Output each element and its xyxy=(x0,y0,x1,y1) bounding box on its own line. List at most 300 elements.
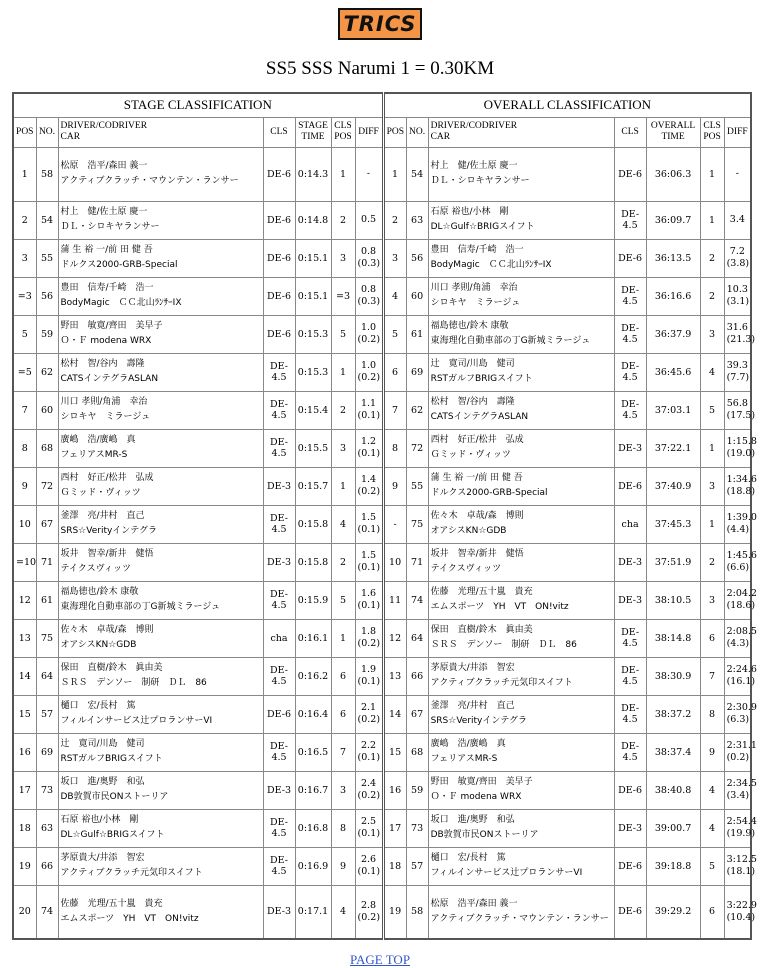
stage-clspos-cell: 4 xyxy=(331,505,355,543)
overall-cls-cell: DE-4.5 xyxy=(614,201,646,239)
clspos-header-line1: CLS xyxy=(703,121,721,131)
car-name: SRS☆Verityインテグラ xyxy=(60,526,157,536)
overall-diff-cell xyxy=(724,147,751,201)
diff-value: 1.8 xyxy=(360,626,377,637)
diff-value: - xyxy=(735,168,739,179)
stage-diff-cell xyxy=(355,809,383,847)
stage-driver-cell xyxy=(58,505,263,543)
stage-driver-cell xyxy=(58,771,263,809)
stage-diff-cell xyxy=(355,657,383,695)
stage-time-cell: 0:16.1 xyxy=(295,619,331,657)
stage-time-cell: 0:16.7 xyxy=(295,771,331,809)
driver-name: 廣嶋 浩/廣嶋 真 xyxy=(60,435,136,445)
stage-no-cell: 64 xyxy=(36,657,58,695)
overall-cls-cell: DE-3 xyxy=(614,543,646,581)
car-name: フィルインサービス辻プロランサーVI xyxy=(430,868,583,878)
diff-value: 1.5 xyxy=(360,512,377,523)
car-name: アクティブクラッチ・マウンテン・ランサー xyxy=(430,913,609,924)
overall-time-cell: 37:22.1 xyxy=(646,429,700,467)
diff-prev-value: (18.6) xyxy=(726,600,756,611)
overall-no-cell: 68 xyxy=(406,733,428,771)
diff-value: - xyxy=(366,168,371,179)
stage-pos-cell: 13 xyxy=(13,619,36,657)
overall-no-cell: 54 xyxy=(406,147,428,201)
diff-prev-value: (21.3) xyxy=(726,334,756,345)
stage-cls-cell: DE-6 xyxy=(263,147,295,201)
stage-driver-cell xyxy=(58,847,263,885)
overall-time-cell: 38:10.5 xyxy=(646,581,700,619)
driver-header-line1: DRIVER/CODRIVER xyxy=(60,121,148,131)
stage-time-cell: 0:16.4 xyxy=(295,695,331,733)
overall-cls-cell: DE-6 xyxy=(614,239,646,277)
diff-value: 56.8 xyxy=(726,398,748,409)
driver-name: 佐藤 光理/五十嵐 貴充 xyxy=(430,587,533,597)
stage-time-cell: 0:15.3 xyxy=(295,353,331,391)
overall-driver-cell xyxy=(428,147,614,201)
stage-no-cell: 69 xyxy=(36,733,58,771)
stage-no-cell: 59 xyxy=(36,315,58,353)
clspos-header-line1: CLS xyxy=(334,121,352,131)
driver-name: 野田 敏寛/齊田 美早子 xyxy=(60,321,163,331)
table-row xyxy=(13,201,751,239)
stage-pos-cell: 7 xyxy=(13,391,36,429)
stage-diff-cell xyxy=(355,147,383,201)
stage-time-cell: 0:15.3 xyxy=(295,315,331,353)
stage-time-cell: 0:16.5 xyxy=(295,733,331,771)
diff-prev-value: (0.1) xyxy=(357,676,381,687)
driver-header-line2: CAR xyxy=(430,132,451,142)
stage-clspos-cell: 1 xyxy=(331,467,355,505)
stage-time-header-line1: STAGE xyxy=(298,121,328,131)
stage-clspos-cell: 4 xyxy=(331,885,355,939)
diff-prev-value: (19.0) xyxy=(726,448,756,459)
car-name: Ｏ・Ｆ modena WRX xyxy=(430,792,522,802)
overall-clspos-cell: 2 xyxy=(700,543,724,581)
stage-driver-cell xyxy=(58,695,263,733)
stage-cls-cell: DE-4.5 xyxy=(263,733,295,771)
overall-driver-cell xyxy=(428,391,614,429)
diff-value: 0.8 xyxy=(360,246,377,257)
page-top-link[interactable]: PAGE TOP xyxy=(349,952,411,967)
overall-no-cell: 73 xyxy=(406,809,428,847)
stage-diff-cell xyxy=(355,467,383,505)
overall-driver-cell xyxy=(428,657,614,695)
stage-clspos-cell: 6 xyxy=(331,657,355,695)
stage-clspos-cell: 1 xyxy=(331,353,355,391)
diff-value: 2.5 xyxy=(360,816,377,827)
diff-value: 1.4 xyxy=(360,474,377,485)
overall-driver-cell xyxy=(428,771,614,809)
diff-prev-value: (0.2) xyxy=(357,638,381,649)
stage-cls-cell: DE-6 xyxy=(263,239,295,277)
stage-clspos-cell: 6 xyxy=(331,695,355,733)
overall-driver-cell xyxy=(428,733,614,771)
stage-diff-cell xyxy=(355,619,383,657)
stage-cls-cell: DE-4.5 xyxy=(263,429,295,467)
diff-prev-value: (0.2) xyxy=(357,714,381,725)
driver-name: 松村 智/谷内 壽隆 xyxy=(430,397,515,407)
car-name: テイクスヴィッツ xyxy=(430,564,502,574)
diff-prev-value: (0.1) xyxy=(357,752,381,763)
stage-clspos-header xyxy=(331,117,355,147)
driver-name: 坂井 智幸/新井 健悟 xyxy=(430,549,524,559)
stage-driver-cell xyxy=(58,429,263,467)
overall-no-cell: 55 xyxy=(406,467,428,505)
car-name: アクティブクラッチ元気印スイフト xyxy=(430,678,573,688)
overall-clspos-cell: 7 xyxy=(700,657,724,695)
overall-clspos-cell: 4 xyxy=(700,771,724,809)
table-row xyxy=(13,771,751,809)
diff-prev-value: (7.7) xyxy=(726,372,750,383)
overall-no-cell: 69 xyxy=(406,353,428,391)
overall-time-cell: 38:40.8 xyxy=(646,771,700,809)
overall-cls-cell: cha xyxy=(614,505,646,543)
stage-no-cell: 66 xyxy=(36,847,58,885)
overall-clspos-cell: 1 xyxy=(700,147,724,201)
car-name: CATSインテグラASLAN xyxy=(60,374,159,384)
diff-prev-value: (17.5) xyxy=(726,410,756,421)
overall-cls-cell: DE-3 xyxy=(614,429,646,467)
diff-prev-value: (0.1) xyxy=(357,410,381,421)
stage-driver-cell xyxy=(58,809,263,847)
overall-driver-header xyxy=(428,117,614,147)
stage-no-cell: 62 xyxy=(36,353,58,391)
car-name: テイクスヴィッツ xyxy=(60,564,132,574)
stage-clspos-cell: 3 xyxy=(331,239,355,277)
overall-driver-cell xyxy=(428,429,614,467)
stage-time-cell: 0:16.2 xyxy=(295,657,331,695)
diff-value: 3:22.9 xyxy=(726,899,757,911)
overall-time-cell: 37:40.9 xyxy=(646,467,700,505)
diff-prev-value: (0.3) xyxy=(357,296,381,307)
car-name: SRS☆Verityインテグラ xyxy=(430,716,528,726)
stage-diff-cell xyxy=(355,429,383,467)
car-name: DB敦賀市民ONストーリア xyxy=(60,792,169,802)
overall-time-cell: 37:51.9 xyxy=(646,543,700,581)
stage-time-cell: 0:15.9 xyxy=(295,581,331,619)
overall-clspos-cell: 2 xyxy=(700,239,724,277)
overall-driver-cell xyxy=(428,581,614,619)
stage-pos-cell: 16 xyxy=(13,733,36,771)
trics-logo xyxy=(338,8,422,40)
results-table xyxy=(12,92,757,940)
table-row xyxy=(13,543,751,581)
car-name: アクティブクラッチ元気印スイフト xyxy=(60,868,203,878)
car-name: BodyMagic ＣＣ北山ﾗﾝｻｰIX xyxy=(60,298,182,308)
overall-diff-cell xyxy=(724,505,757,543)
car-name: フィルインサービス辻プロランサーVI xyxy=(60,716,213,726)
overall-time-cell: 36:09.7 xyxy=(646,201,700,239)
driver-name: 川口 孝則/角浦 幸治 xyxy=(430,283,518,293)
diff-prev-value: (16.1) xyxy=(726,676,756,687)
stage-cls-cell: DE-4.5 xyxy=(263,353,295,391)
stage-cls-cell: DE-4.5 xyxy=(263,809,295,847)
stage-no-cell: 75 xyxy=(36,619,58,657)
stage-driver-cell xyxy=(58,353,263,391)
stage-driver-cell xyxy=(58,733,263,771)
overall-clspos-cell: 4 xyxy=(700,809,724,847)
stage-pos-cell: 17 xyxy=(13,771,36,809)
car-name: DL☆Gulf☆BRIGスイフト xyxy=(60,830,165,840)
stage-time-cell: 0:15.1 xyxy=(295,239,331,277)
diff-prev-value: (3.8) xyxy=(726,258,750,269)
car-name: シロキヤ ミラージュ xyxy=(430,298,521,308)
overall-clspos-cell: 6 xyxy=(700,619,724,657)
stage-driver-cell xyxy=(58,467,263,505)
overall-pos-cell: 4 xyxy=(383,277,406,315)
stage-driver-cell xyxy=(58,239,263,277)
stage-clspos-cell: 9 xyxy=(331,847,355,885)
overall-time-header-line2: TIME xyxy=(661,132,685,142)
overall-clspos-cell: 9 xyxy=(700,733,724,771)
stage-no-cell: 58 xyxy=(36,147,58,201)
stage-pos-cell: =3 xyxy=(13,277,36,315)
table-row xyxy=(13,581,751,619)
stage-driver-cell xyxy=(58,315,263,353)
diff-prev-value: (0.1) xyxy=(357,828,381,839)
overall-pos-cell: 10 xyxy=(383,543,406,581)
diff-value: 1.5 xyxy=(360,550,377,561)
overall-no-cell: 71 xyxy=(406,543,428,581)
diff-prev-value: (3.1) xyxy=(726,296,750,307)
overall-diff-cell xyxy=(724,809,757,847)
diff-value: 1.2 xyxy=(360,436,377,447)
stage-pos-header: POS xyxy=(13,117,36,147)
overall-time-cell: 36:13.5 xyxy=(646,239,700,277)
overall-diff-cell xyxy=(724,277,751,315)
stage-no-cell: 63 xyxy=(36,809,58,847)
car-name: ＳＲＳ デンソー 制研 ＤＬ 86 xyxy=(60,678,207,688)
overall-no-cell: 63 xyxy=(406,201,428,239)
driver-name: 野田 敏寛/齊田 美早子 xyxy=(430,777,533,787)
car-name: Ｏ・Ｆ modena WRX xyxy=(60,336,152,346)
driver-name: 石原 裕也/小林 剛 xyxy=(60,815,139,825)
stage-clspos-cell: =3 xyxy=(331,277,355,315)
stage-time-cell: 0:15.7 xyxy=(295,467,331,505)
overall-pos-cell: 6 xyxy=(383,353,406,391)
overall-diff-cell xyxy=(724,847,757,885)
overall-no-cell: 58 xyxy=(406,885,428,939)
driver-name: 蒲 生 裕 一/前 田 健 吾 xyxy=(430,473,523,483)
stage-diff-cell xyxy=(355,505,383,543)
driver-name: 釜澤 亮/井村 直己 xyxy=(60,511,145,521)
diff-value: 1:34.6 xyxy=(726,474,757,485)
stage-pos-cell: 2 xyxy=(13,201,36,239)
overall-driver-cell xyxy=(428,315,614,353)
stage-cls-cell: DE-4.5 xyxy=(263,657,295,695)
overall-clspos-cell: 4 xyxy=(700,353,724,391)
stage-driver-header xyxy=(58,117,263,147)
overall-cls-header: CLS xyxy=(614,117,646,147)
stage-cls-cell: DE-6 xyxy=(263,277,295,315)
clspos-header-line2: POS xyxy=(334,132,352,142)
overall-time-cell: 37:45.3 xyxy=(646,505,700,543)
stage-pos-cell: =10 xyxy=(13,543,36,581)
diff-value: 7.2 xyxy=(729,246,745,257)
driver-name: 蒲 生 裕 一/前 田 健 吾 xyxy=(60,245,153,255)
overall-no-cell: 59 xyxy=(406,771,428,809)
stage-no-cell: 68 xyxy=(36,429,58,467)
driver-name: 豊田 信寿/千崎 浩一 xyxy=(430,245,524,255)
diff-value: 2:31.1 xyxy=(726,740,757,751)
overall-no-cell: 66 xyxy=(406,657,428,695)
diff-prev-value: (0.1) xyxy=(357,866,381,877)
stage-no-cell: 61 xyxy=(36,581,58,619)
stage-diff-cell xyxy=(355,277,383,315)
overall-time-cell: 38:37.2 xyxy=(646,695,700,733)
diff-value: 0.5 xyxy=(360,214,377,225)
overall-pos-cell: 1 xyxy=(383,147,406,201)
diff-value: 2.2 xyxy=(360,740,377,751)
diff-value: 2.1 xyxy=(360,702,377,713)
page-title: SS5 SSS Narumi 1 = 0.30KM xyxy=(265,58,495,79)
table-row xyxy=(13,239,751,277)
stage-clspos-cell: 2 xyxy=(331,201,355,239)
stage-no-cell: 73 xyxy=(36,771,58,809)
diff-prev-value: (6.6) xyxy=(726,562,750,573)
overall-clspos-cell: 1 xyxy=(700,505,724,543)
diff-value: 1:45.6 xyxy=(726,550,757,561)
overall-cls-cell: DE-3 xyxy=(614,809,646,847)
diff-prev-value: (18.1) xyxy=(726,866,756,877)
overall-diff-cell xyxy=(724,619,757,657)
stage-pos-cell: 15 xyxy=(13,695,36,733)
overall-driver-cell xyxy=(428,467,614,505)
overall-pos-cell: 14 xyxy=(383,695,406,733)
car-name: CATSインテグラASLAN xyxy=(430,412,529,422)
diff-prev-value: (4.3) xyxy=(726,638,750,649)
overall-clspos-cell: 3 xyxy=(700,581,724,619)
diff-value: 31.6 xyxy=(726,322,748,333)
overall-clspos-header xyxy=(700,117,724,147)
diff-prev-value: (19.9) xyxy=(726,828,756,839)
driver-header-line2: CAR xyxy=(60,132,81,142)
driver-name: 松原 浩平/森田 義一 xyxy=(60,161,148,171)
table-row xyxy=(13,277,751,315)
overall-no-cell: 56 xyxy=(406,239,428,277)
diff-value: 3:12.5 xyxy=(726,854,757,865)
driver-name: 西村 好正/松井 弘成 xyxy=(430,435,524,445)
diff-value: 1.0 xyxy=(360,322,377,333)
car-name: オアシスKN☆GDB xyxy=(60,640,137,650)
stage-diff-cell xyxy=(355,315,383,353)
driver-name: 樋口 宏/長村 篤 xyxy=(60,701,136,711)
overall-pos-cell: 18 xyxy=(383,847,406,885)
driver-name: 村上 健/佐土原 慶一 xyxy=(430,161,518,171)
stage-driver-cell xyxy=(58,543,263,581)
stage-pos-cell: 19 xyxy=(13,847,36,885)
overall-clspos-cell: 3 xyxy=(700,315,724,353)
driver-name: 辻 寛司/川島 健司 xyxy=(430,359,515,369)
overall-cls-cell: DE-3 xyxy=(614,581,646,619)
stage-time-cell: 0:15.1 xyxy=(295,277,331,315)
overall-no-cell: 67 xyxy=(406,695,428,733)
driver-name: 佐藤 光理/五十嵐 貴充 xyxy=(60,898,163,909)
clspos-header-line2: POS xyxy=(703,132,721,142)
overall-no-cell: 62 xyxy=(406,391,428,429)
car-name: エムスポーツ YH VT ON!vitz xyxy=(430,602,569,612)
overall-no-cell: 75 xyxy=(406,505,428,543)
stage-cls-cell: DE-3 xyxy=(263,467,295,505)
diff-value: 2:04.2 xyxy=(726,588,757,599)
diff-value: 10.3 xyxy=(726,284,748,295)
results-table-wrap xyxy=(12,92,757,940)
stage-time-cell: 0:14.3 xyxy=(295,147,331,201)
overall-clspos-cell: 1 xyxy=(700,429,724,467)
stage-pos-cell: 1 xyxy=(13,147,36,201)
overall-no-cell: 57 xyxy=(406,847,428,885)
overall-time-header xyxy=(646,117,700,147)
stage-clspos-cell: 5 xyxy=(331,315,355,353)
overall-driver-cell xyxy=(428,239,614,277)
diff-value: 2.8 xyxy=(360,899,377,911)
diff-prev-value: (0.3) xyxy=(357,258,381,269)
overall-pos-cell: - xyxy=(383,505,406,543)
overall-clspos-cell: 6 xyxy=(700,885,724,939)
overall-cls-cell: DE-4.5 xyxy=(614,619,646,657)
overall-time-cell: 38:14.8 xyxy=(646,619,700,657)
diff-value: 39.3 xyxy=(726,360,748,371)
stage-time-cell: 0:16.8 xyxy=(295,809,331,847)
overall-cls-cell: DE-4.5 xyxy=(614,315,646,353)
stage-pos-cell: 14 xyxy=(13,657,36,695)
diff-prev-value: (10.4) xyxy=(726,911,756,923)
overall-driver-cell xyxy=(428,847,614,885)
driver-name: 石原 裕也/小林 剛 xyxy=(430,207,509,217)
diff-prev-value: (0.2) xyxy=(357,372,381,383)
diff-value: 1.9 xyxy=(360,664,377,675)
car-name: フェリアスMR-S xyxy=(60,450,128,460)
overall-diff-cell xyxy=(724,695,757,733)
diff-value: 1:39.0 xyxy=(726,512,757,523)
table-row xyxy=(13,885,751,939)
driver-name: 村上 健/佐土原 慶一 xyxy=(60,207,148,217)
overall-cls-cell: DE-6 xyxy=(614,847,646,885)
overall-time-cell: 39:00.7 xyxy=(646,809,700,847)
stage-driver-cell xyxy=(58,147,263,201)
stage-time-cell: 0:15.8 xyxy=(295,505,331,543)
driver-name: 保田 直樹/鈴木 眞由美 xyxy=(60,663,163,673)
overall-diff-cell xyxy=(724,581,757,619)
diff-value: 1.0 xyxy=(360,360,377,371)
overall-diff-cell xyxy=(724,429,757,467)
car-name: オアシスKN☆GDB xyxy=(430,526,507,536)
overall-pos-cell: 17 xyxy=(383,809,406,847)
overall-diff-header: DIFF xyxy=(724,117,751,147)
stage-no-cell: 57 xyxy=(36,695,58,733)
stage-time-cell: 0:15.4 xyxy=(295,391,331,429)
diff-value: 1.1 xyxy=(360,398,377,409)
stage-pos-cell: 3 xyxy=(13,239,36,277)
diff-value: 2.4 xyxy=(360,778,377,789)
table-row xyxy=(13,733,751,771)
overall-diff-cell xyxy=(724,543,757,581)
stage-cls-cell: DE-4.5 xyxy=(263,847,295,885)
overall-cls-cell: DE-4.5 xyxy=(614,391,646,429)
overall-time-cell: 36:37.9 xyxy=(646,315,700,353)
overall-time-cell: 38:37.4 xyxy=(646,733,700,771)
diff-value: 1:15.8 xyxy=(726,436,757,447)
overall-no-cell: 60 xyxy=(406,277,428,315)
driver-name: 西村 好正/松井 弘成 xyxy=(60,473,154,483)
stage-no-cell: 60 xyxy=(36,391,58,429)
table-row xyxy=(13,657,751,695)
diff-value: 2:34.5 xyxy=(726,778,757,789)
overall-driver-cell xyxy=(428,353,614,391)
overall-time-cell: 38:30.9 xyxy=(646,657,700,695)
stage-driver-cell xyxy=(58,657,263,695)
stage-clspos-cell: 1 xyxy=(331,147,355,201)
